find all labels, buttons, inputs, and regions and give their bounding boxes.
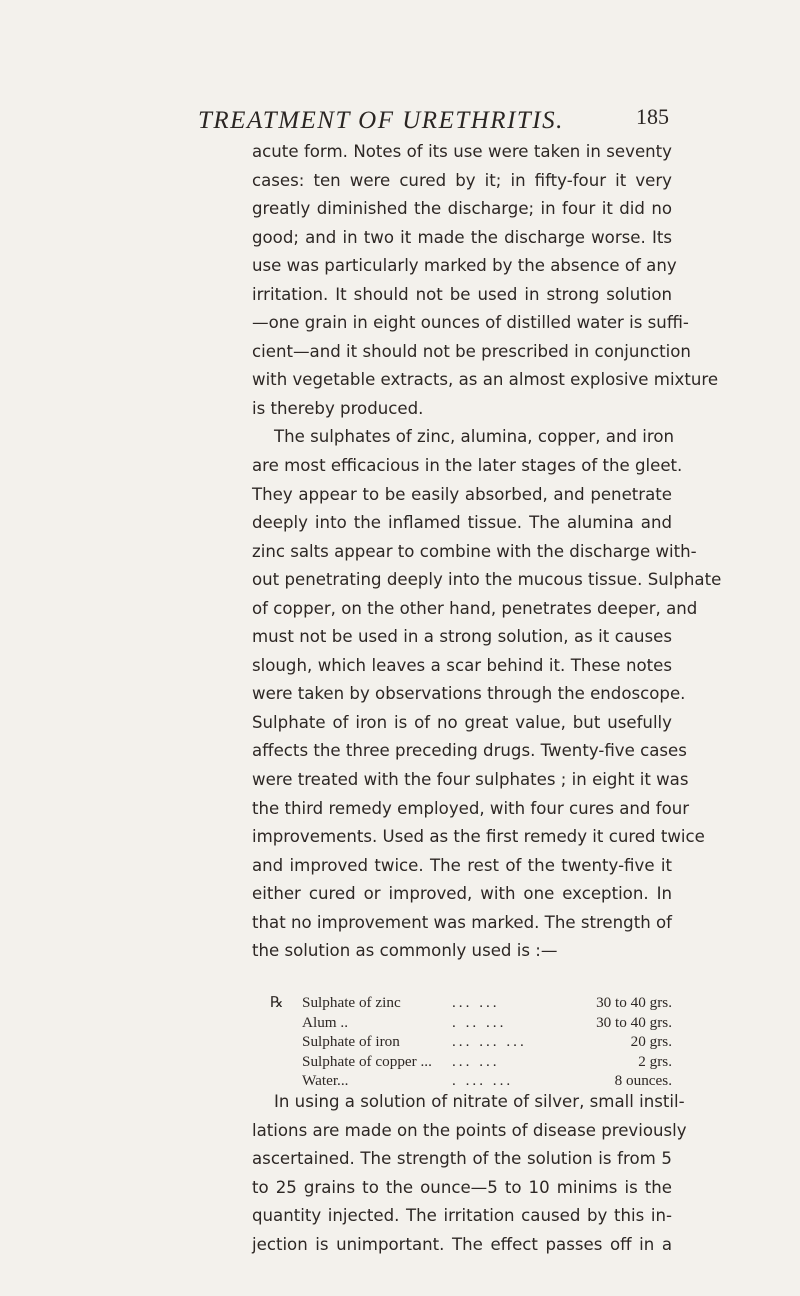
text-line: out penetrating deeply into the mucous tissue. Sulphate	[252, 570, 722, 590]
ingredient-amount: 20 grs.	[630, 1033, 672, 1051]
text-line: ascertained. The strength of the solution is from 5	[252, 1149, 672, 1169]
text-line: acute form. Notes of its use were taken in seventy	[252, 142, 672, 161]
text-line: lations are made on the points of disease previously	[252, 1120, 687, 1140]
text-line: use was particularly marked by the absence of any	[252, 256, 677, 276]
text-line: quantity injected. The irritation caused by this in-	[252, 1206, 672, 1226]
main-text-upper	[252, 138, 722, 966]
text-line: were treated with the four sulphates ; in eight it was	[252, 770, 689, 790]
formula-row	[282, 1013, 672, 1033]
text-line: jection is unimportant. The effect passes off in a	[252, 1234, 672, 1254]
text-line: cases: ten were cured by it; in fifty-four it very	[252, 170, 672, 190]
text-line: to 25 grains to the ounce—5 to 10 minims is the	[252, 1177, 672, 1197]
ingredient-amount: 2 grs.	[638, 1052, 672, 1070]
text-line: good; and in two it made the discharge worse. Its	[252, 227, 672, 247]
text-line: slough, which leaves a scar behind it. These notes	[252, 655, 672, 675]
leader-dots: ... ...	[452, 1052, 500, 1070]
text-line: the third remedy employed, with four cures and four	[252, 798, 690, 818]
text-line: must not be used in a strong solution, as it causes	[252, 627, 672, 647]
ingredient-name: Sulphate of copper ...	[302, 1052, 432, 1070]
main-text-lower	[252, 1088, 687, 1259]
text-line: with vegetable extracts, as an almost explosive mixture	[252, 370, 719, 390]
text-line: is thereby produced.	[252, 398, 424, 418]
running-title: TREATMENT OF URETHRITIS.	[198, 107, 564, 134]
text-line: They appear to be easily absorbed, and penetrate	[252, 484, 672, 504]
ingredient-name: Alum ..	[302, 1013, 348, 1031]
text-line: improvements. Used as the first remedy it cured twice	[252, 827, 705, 847]
text-line: irritation. It should not be used in strong solution	[252, 284, 672, 304]
ingredient-name: Sulphate of iron	[302, 1033, 400, 1051]
formula-row	[282, 1052, 672, 1072]
ingredient-amount: 30 to 40 grs.	[596, 1013, 672, 1031]
leader-dots: . ... ...	[452, 1072, 514, 1090]
text-line: deeply into the inflamed tissue. The alumina and	[252, 513, 672, 533]
text-line: The sulphates of zinc, alumina, copper, and iron	[274, 427, 674, 447]
text-line: of copper, on the other hand, penetrates deeper, and	[252, 598, 698, 618]
text-line: either cured or improved, with one exception. In	[252, 884, 672, 904]
text-line: were taken by observations through the endoscope.	[252, 684, 686, 704]
prescription-formula	[270, 993, 672, 1091]
page-number: 185	[636, 104, 669, 129]
text-line: cient—and it should not be prescribed in conjunction	[252, 341, 691, 361]
text-line: greatly diminished the discharge; in four it did no	[252, 199, 672, 219]
text-line: zinc salts appear to combine with the discharge with-	[252, 541, 697, 561]
rx-symbol: ℞	[270, 993, 284, 1011]
text-line: the solution as commonly used is :—	[252, 941, 558, 961]
ingredient-amount: 30 to 40 grs.	[596, 994, 672, 1011]
text-line: affects the three preceding drugs. Twenty-five cases	[252, 741, 687, 761]
ingredient-name: Water...	[302, 1072, 349, 1090]
text-line: are most efficacious in the later stages of the gleet.	[252, 456, 683, 476]
text-line: and improved twice. The rest of the twenty-five it	[252, 855, 672, 875]
leader-dots: ... ...	[452, 994, 500, 1011]
formula-row	[270, 993, 672, 1013]
leader-dots: . .. ...	[452, 1013, 507, 1031]
text-line: that no improvement was marked. The strength of	[252, 912, 672, 932]
formula-row	[282, 1032, 672, 1052]
text-line: Sulphate of iron is of no great value, but usefully	[252, 712, 672, 732]
ingredient-amount: 8 ounces.	[614, 1072, 672, 1090]
text-line: In using a solution of nitrate of silver, small instil-	[274, 1092, 685, 1111]
ingredient-name: Sulphate of zinc	[302, 994, 401, 1011]
text-line: —one grain in eight ounces of distilled water is suffi-	[252, 313, 689, 333]
leader-dots: ... ... ...	[452, 1033, 527, 1051]
